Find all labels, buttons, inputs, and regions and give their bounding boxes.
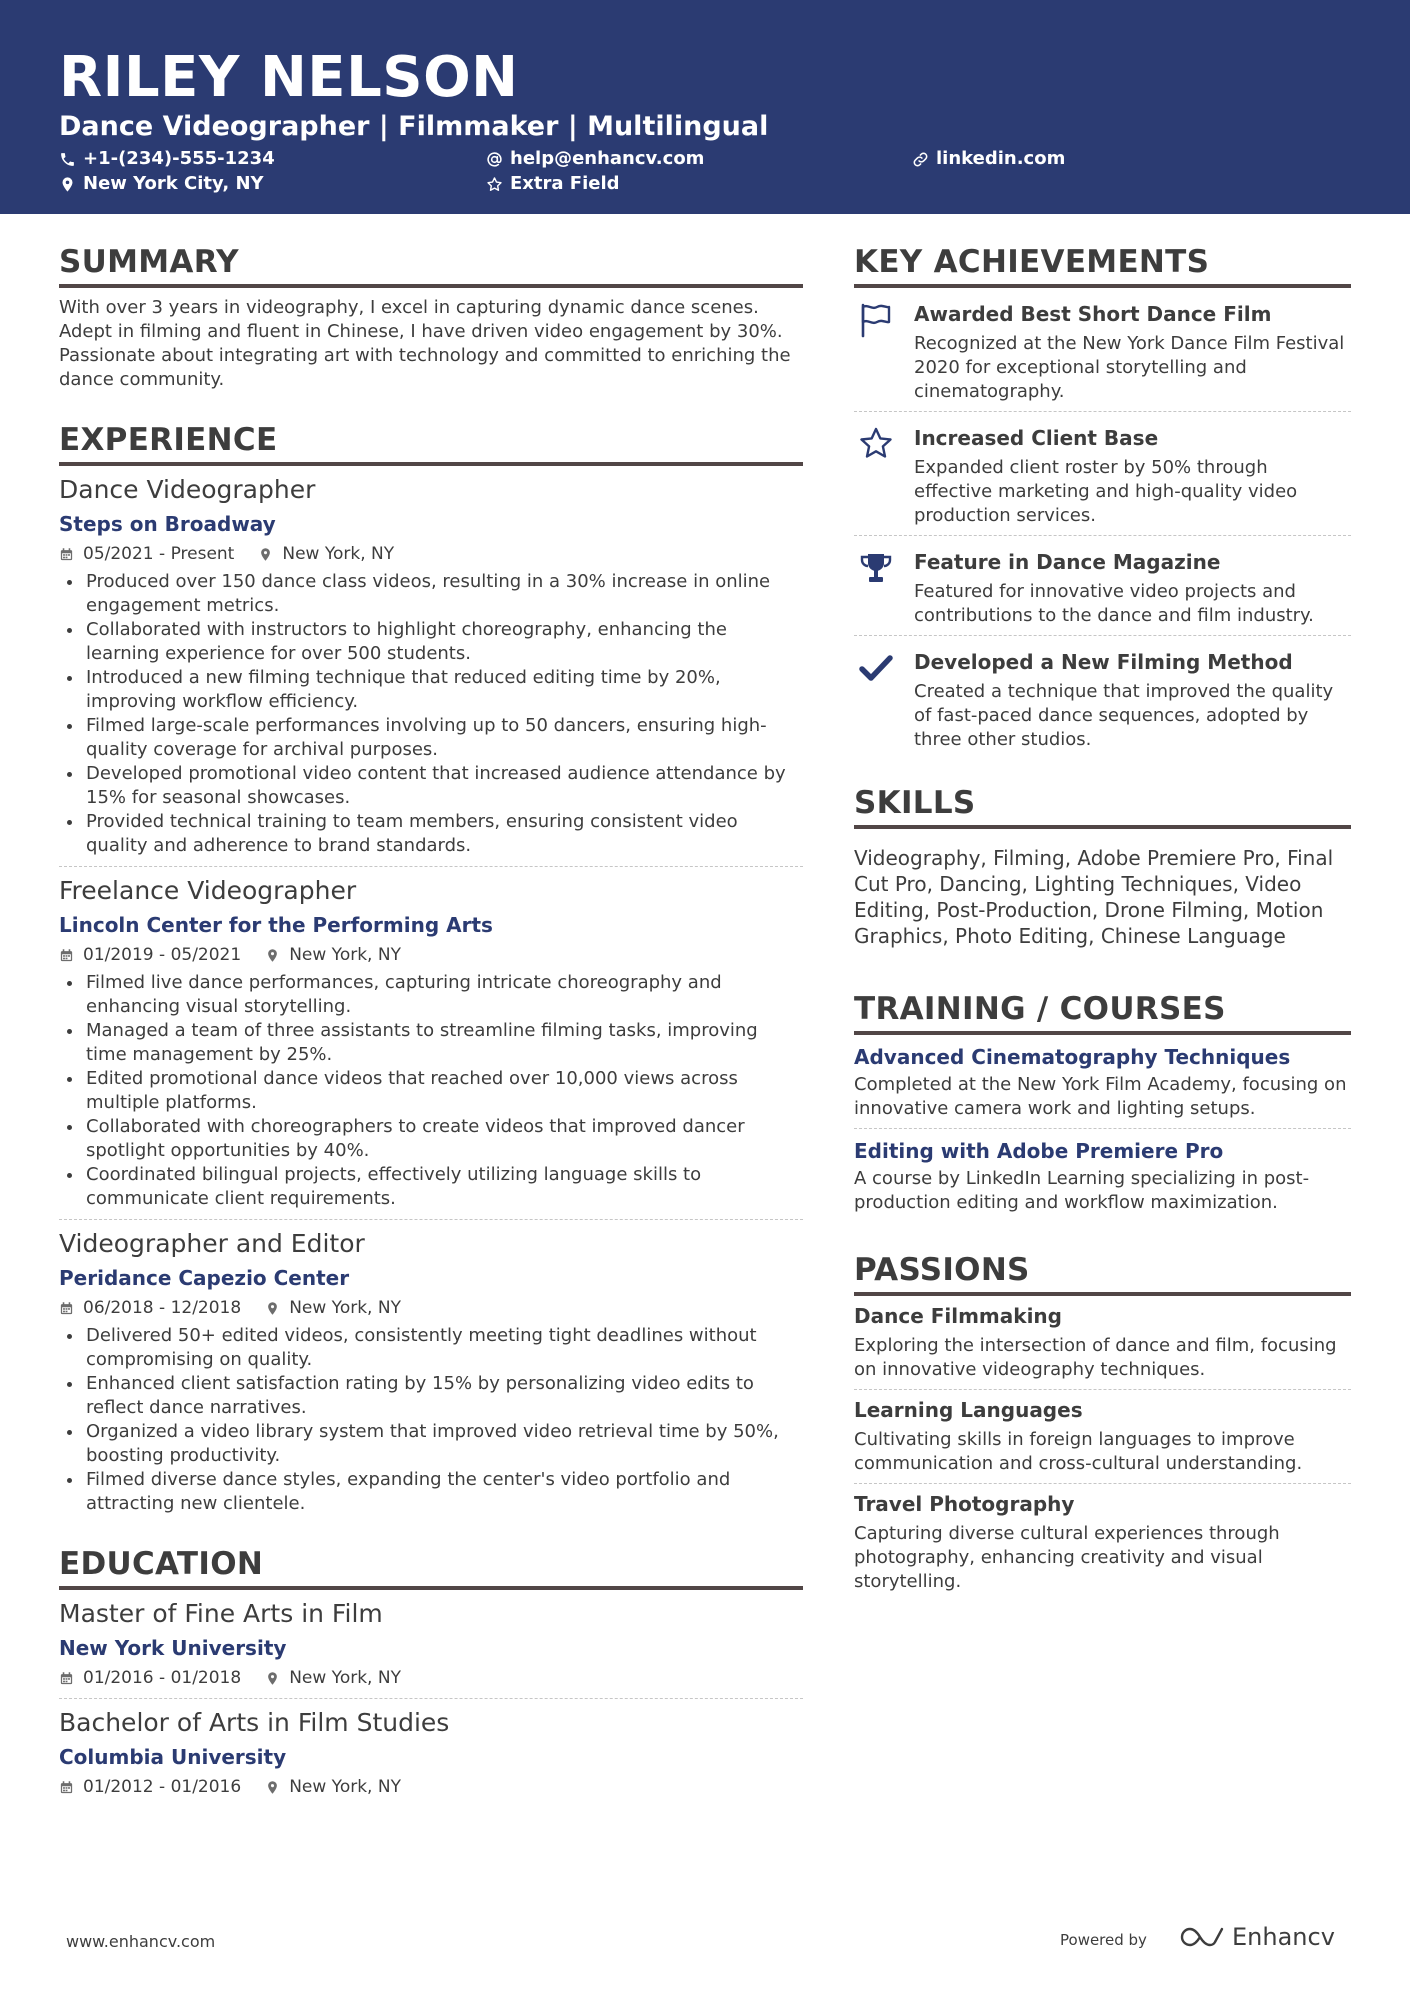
job-bullet: Organized a video library system that improved video retrieval time by 50%, boosting productivity. <box>59 1420 803 1468</box>
experience-entry <box>59 1220 803 1524</box>
achievement-title: Feature in Dance Magazine <box>914 550 1221 574</box>
right-column <box>854 242 1351 1601</box>
passion-desc: Exploring the intersection of dance and film, focusing on innovative videography techniques. <box>854 1335 1337 1380</box>
company-name: Peridance Capezio Center <box>59 1266 350 1290</box>
education-location: New York, NY <box>289 1668 401 1688</box>
course-desc: Completed at the New York Film Academy, focusing on innovative camera work and lighting setups. <box>854 1074 1347 1119</box>
job-location: New York, NY <box>289 1298 401 1318</box>
education-dates: 01/2012 - 01/2016 <box>83 1777 242 1797</box>
job-dates: 06/2018 - 12/2018 <box>83 1298 242 1318</box>
degree-title: Master of Fine Arts in Film <box>59 1599 383 1628</box>
contact-phone-text: +1-(234)-555-1234 <box>83 148 275 169</box>
left-column <box>59 242 803 1807</box>
job-location: New York, NY <box>289 945 401 965</box>
contact-extra-text: Extra Field <box>510 173 620 194</box>
candidate-subtitle: Dance Videographer | Filmmaker | Multilingual <box>59 111 769 142</box>
job-bullet: Filmed diverse dance styles, expanding the center's video portfolio and attracting new clientele. <box>59 1468 803 1516</box>
education-heading: EDUCATION <box>59 1544 803 1590</box>
education-entry <box>59 1699 803 1807</box>
contact-email[interactable] <box>486 148 704 170</box>
achievement-desc: Recognized at the New York Dance Film Festival 2020 for exceptional storytelling and cinematography. <box>914 333 1345 402</box>
achievement-title: Awarded Best Short Dance Film <box>914 302 1272 326</box>
location-pin-icon <box>59 176 76 193</box>
calendar-icon <box>59 1780 74 1795</box>
contact-phone[interactable] <box>59 148 275 170</box>
job-bullets <box>59 971 803 1211</box>
achievement-item <box>854 288 1351 412</box>
location-pin-icon <box>265 1301 280 1316</box>
achievement-title: Increased Client Base <box>914 426 1159 450</box>
contact-linkedin-text: linkedin.com <box>936 148 1066 169</box>
achievements-heading: KEY ACHIEVEMENTS <box>854 242 1351 288</box>
skills-list: Videography, Filming, Adobe Premiere Pro, Final Cut Pro, Dancing, Lighting Techniques, Video Editing, Post-Production, Drone Filming, Motion Graphics, Photo Editing, Chinese Language <box>854 846 1334 948</box>
education-location: New York, NY <box>289 1777 401 1797</box>
enhancv-logo-icon <box>1178 1924 1226 1950</box>
checkmark-icon <box>858 650 894 686</box>
calendar-icon <box>59 1671 74 1686</box>
job-bullet: Filmed live dance performances, capturing intricate choreography and enhancing visual storytelling. <box>59 971 803 1019</box>
course-item <box>854 1035 1351 1129</box>
experience-entry <box>59 867 803 1220</box>
star-icon <box>858 426 894 462</box>
job-title: Videographer and Editor <box>59 1229 365 1258</box>
contact-location-text: New York City, NY <box>83 173 264 194</box>
passion-item <box>854 1484 1351 1601</box>
summary-heading: SUMMARY <box>59 242 803 288</box>
training-heading: TRAINING / COURSES <box>854 989 1351 1035</box>
footer-url[interactable]: www.enhancv.com <box>66 1932 216 1951</box>
job-title: Dance Videographer <box>59 475 316 504</box>
job-bullets <box>59 1324 803 1516</box>
calendar-icon <box>59 948 74 963</box>
contact-linkedin[interactable] <box>912 148 1065 170</box>
course-title: Editing with Adobe Premiere Pro <box>854 1139 1224 1163</box>
powered-by-label: Powered by <box>1060 1931 1147 1949</box>
achievement-item <box>854 412 1351 536</box>
job-meta <box>59 1296 803 1320</box>
contact-location <box>59 173 264 195</box>
passion-desc: Capturing diverse cultural experiences through photography, enhancing creativity and visual storytelling. <box>854 1523 1280 1592</box>
job-bullet: Managed a team of three assistants to streamline filming tasks, improving time management by 25%. <box>59 1019 803 1067</box>
company-name: Steps on Broadway <box>59 512 276 536</box>
achievement-item <box>854 536 1351 636</box>
course-desc: A course by LinkedIn Learning specializing in post-production editing and workflow maximization. <box>854 1168 1310 1213</box>
education-entry <box>59 1590 803 1699</box>
degree-title: Bachelor of Arts in Film Studies <box>59 1708 450 1737</box>
enhancv-brand-name: Enhancv <box>1232 1923 1335 1951</box>
job-bullet: Enhanced client satisfaction rating by 15% by personalizing video edits to reflect dance narratives. <box>59 1372 803 1420</box>
course-title: Advanced Cinematography Techniques <box>854 1045 1291 1069</box>
location-pin-icon <box>265 1780 280 1795</box>
job-bullets <box>59 570 803 858</box>
job-bullet: Filmed large-scale performances involving up to 50 dancers, ensuring high-quality coverage for archival purposes. <box>59 714 803 762</box>
achievement-desc: Created a technique that improved the quality of fast-paced dance sequences, adopted by three other studios. <box>914 681 1334 750</box>
job-bullet: Collaborated with instructors to highlight choreography, enhancing the learning experience for over 500 students. <box>59 618 803 666</box>
experience-entry <box>59 466 803 867</box>
job-dates: 01/2019 - 05/2021 <box>83 945 242 965</box>
passion-title: Dance Filmmaking <box>854 1304 1062 1328</box>
passion-item <box>854 1390 1351 1484</box>
location-pin-icon <box>265 1671 280 1686</box>
candidate-name: RILEY NELSON <box>59 45 519 110</box>
flag-icon <box>858 302 894 338</box>
job-meta <box>59 542 803 566</box>
at-icon <box>486 151 503 168</box>
calendar-icon <box>59 547 74 562</box>
achievement-desc: Expanded client roster by 50% through effective marketing and high-quality video production services. <box>914 457 1298 526</box>
school-name: Columbia University <box>59 1745 287 1769</box>
job-bullet: Edited promotional dance videos that reached over 10,000 views across multiple platforms. <box>59 1067 803 1115</box>
achievement-item <box>854 636 1351 759</box>
link-icon <box>912 151 929 168</box>
company-name: Lincoln Center for the Performing Arts <box>59 913 493 937</box>
education-meta <box>59 1666 803 1690</box>
passion-title: Learning Languages <box>854 1398 1083 1422</box>
resume-header <box>0 0 1410 214</box>
job-location: New York, NY <box>282 544 395 564</box>
job-bullet: Provided technical training to team members, ensuring consistent video quality and adherence to brand standards. <box>59 810 803 858</box>
skills-heading: SKILLS <box>854 783 1351 829</box>
experience-heading: EXPERIENCE <box>59 420 803 466</box>
summary-text: With over 3 years in videography, I excel in capturing dynamic dance scenes. Adept in filming and fluent in Chinese, I have driven video engagement by 30%. Passionate about integrating art with technology and committed to enriching the dance community. <box>59 297 791 390</box>
job-meta <box>59 943 803 967</box>
job-bullet: Introduced a new filming technique that reduced editing time by 20%, improving workflow efficiency. <box>59 666 803 714</box>
contact-extra <box>486 173 620 195</box>
job-bullet: Developed promotional video content that increased audience attendance by 15% for seasonal showcases. <box>59 762 803 810</box>
job-bullet: Coordinated bilingual projects, effectively utilizing language skills to communicate client requirements. <box>59 1163 803 1211</box>
job-bullet: Produced over 150 dance class videos, resulting in a 30% increase in online engagement metrics. <box>59 570 803 618</box>
passion-title: Travel Photography <box>854 1492 1075 1516</box>
course-item <box>854 1129 1351 1222</box>
passion-desc: Cultivating skills in foreign languages to improve communication and cross-cultural understanding. <box>854 1429 1303 1474</box>
school-name: New York University <box>59 1636 287 1660</box>
achievement-title: Developed a New Filming Method <box>914 650 1293 674</box>
passion-item <box>854 1296 1351 1390</box>
trophy-icon <box>858 550 894 586</box>
location-pin-icon <box>258 547 273 562</box>
achievement-desc: Featured for innovative video projects and contributions to the dance and film industry. <box>914 581 1314 626</box>
location-pin-icon <box>265 948 280 963</box>
calendar-icon <box>59 1301 74 1316</box>
enhancv-logo[interactable] <box>1178 1922 1335 1952</box>
job-dates: 05/2021 - Present <box>83 544 235 564</box>
passions-heading: PASSIONS <box>854 1250 1351 1296</box>
job-bullet: Delivered 50+ edited videos, consistently meeting tight deadlines without compromising on quality. <box>59 1324 803 1372</box>
star-outline-icon <box>486 176 503 193</box>
education-meta <box>59 1775 803 1799</box>
job-title: Freelance Videographer <box>59 876 357 905</box>
job-bullet: Collaborated with choreographers to create videos that improved dancer spotlight opportunities by 40%. <box>59 1115 803 1163</box>
phone-icon <box>59 151 76 168</box>
contact-email-text: help@enhancv.com <box>510 148 705 169</box>
education-dates: 01/2016 - 01/2018 <box>83 1668 242 1688</box>
